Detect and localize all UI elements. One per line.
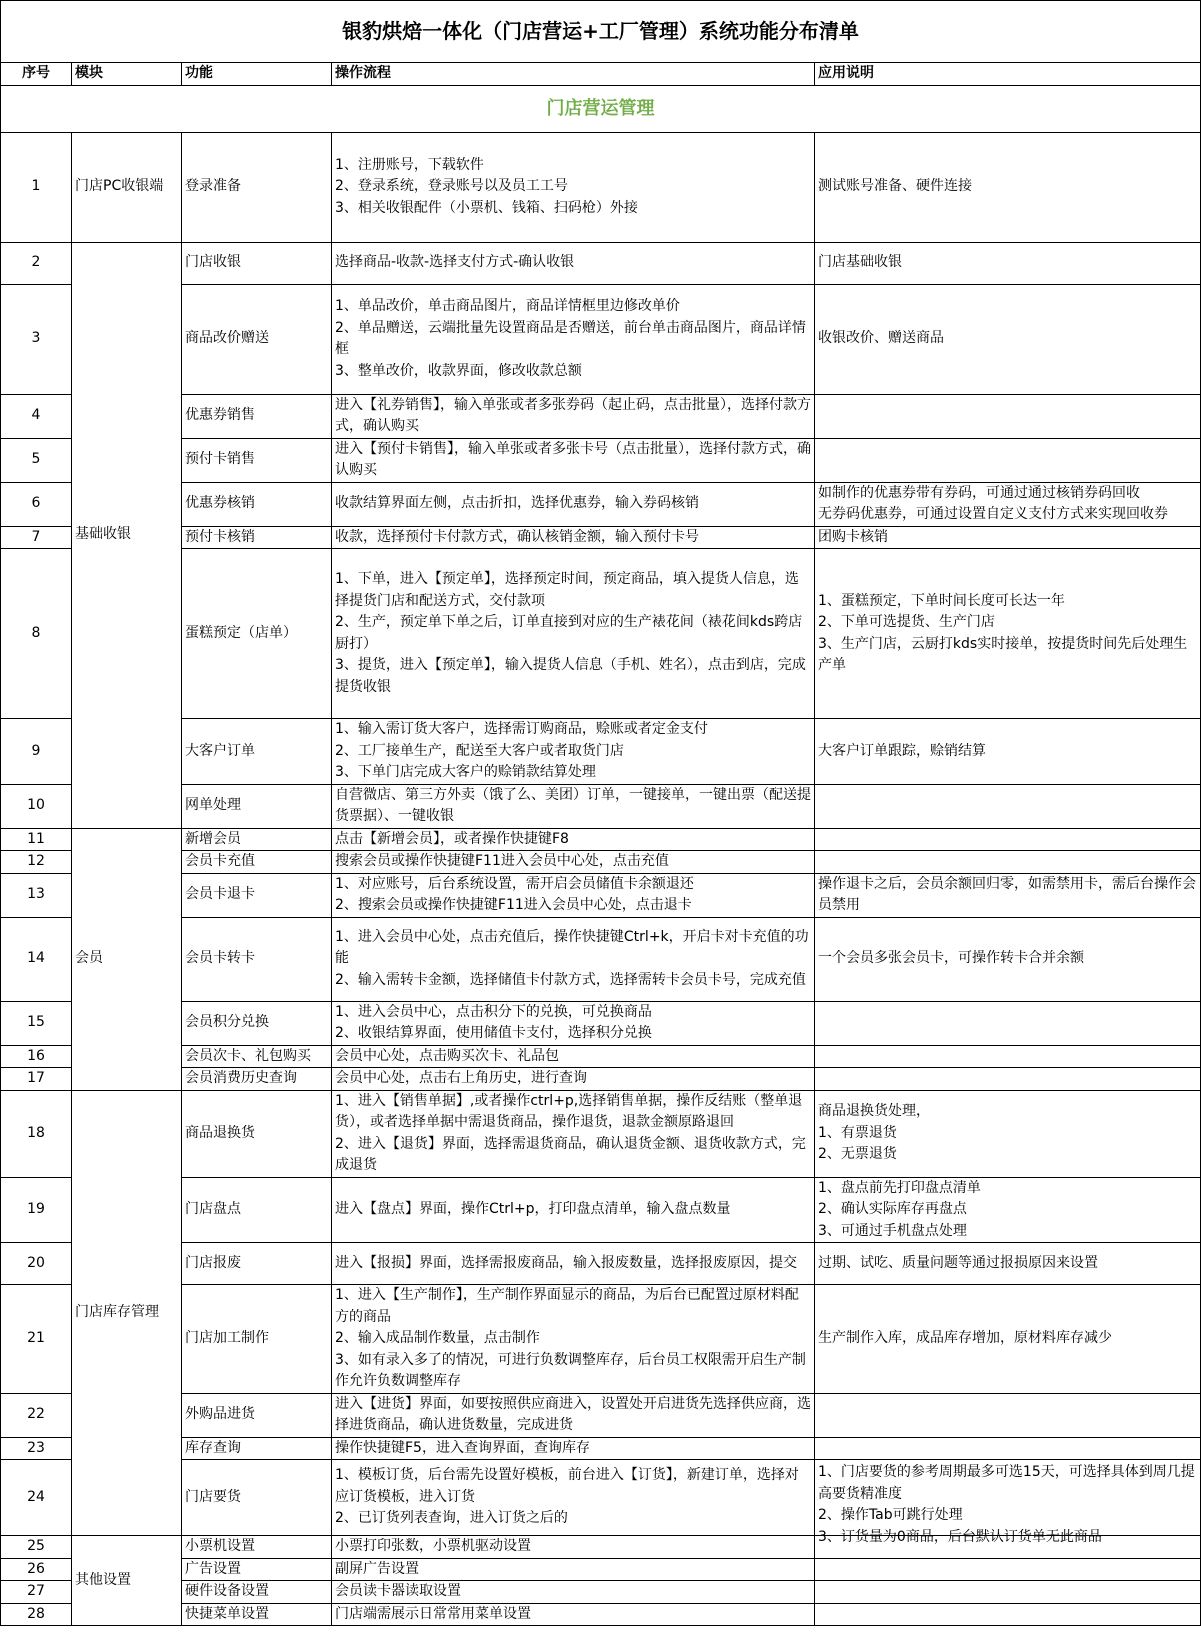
text-line: 进入【预付卡销售】，输入单张或者多张卡号（点击批量），选择付款方式，确认购买 (335, 440, 811, 478)
process-cell (332, 1581, 815, 1604)
text-line: 3、如有录入多了的情况，可进行负数调整库存，后台员工权限需开启生产制作允许负数调整库存 (335, 1351, 806, 1389)
text-line: 1、模板订货，后台需先设置好模板，前台进入【订货】，新建订单，选择对应订货模板，进入订货 (335, 1467, 799, 1505)
note-cell (815, 828, 1201, 851)
note-cell (815, 1001, 1201, 1045)
process-cell (332, 1243, 815, 1285)
row-number: 11 (1, 828, 72, 851)
text-line: 无券码优惠券，可通过设置自定义支付方式来实现回收券 (818, 506, 1168, 522)
text-line: 1、门店要货的参考周期最多可选15天，可选择具体到周几提高要货精准度 (818, 1464, 1195, 1502)
function-cell: 会员积分兑换 (182, 1001, 332, 1045)
row-number: 18 (1, 1090, 72, 1177)
text-line: 1、进入【销售单据】,或者操作ctrl+p,选择销售单据，操作反结账（整单退货），或者选择单据中需退货商品，操作退货，退款金额原路退回 (335, 1092, 803, 1130)
function-cell: 网单处理 (182, 784, 332, 828)
note-cell (815, 242, 1201, 284)
text-line: 过期、试吃、质量问题等通过报损原因来设置 (818, 1254, 1098, 1271)
text-line: 搜索会员或操作快捷键F11进入会员中心处，点击充值 (335, 853, 669, 869)
row-number: 2 (1, 242, 72, 284)
note-cell (815, 1177, 1201, 1243)
function-cell: 门店收银 (182, 242, 332, 284)
text-line: 2、已订货列表查询，进入订货之后的 (335, 1510, 568, 1527)
text-line: 生产制作入库，成品库存增加，原材料库存减少 (818, 1330, 1112, 1346)
row-number: 8 (1, 549, 72, 719)
header-function: 功能 (182, 63, 332, 86)
row-number: 13 (1, 873, 72, 917)
function-cell: 会员卡转卡 (182, 917, 332, 1001)
function-cell: 快捷菜单设置 (182, 1603, 332, 1626)
text-line: 点击【新增会员】，或者操作快捷键F8 (335, 830, 569, 847)
text-line: 1、下单，进入【预定单】，选择预定时间，预定商品，填入提货人信息，选择提货门店和配送方式，交付款项 (335, 571, 799, 609)
text-line: 商品退换货处理， (818, 1103, 930, 1120)
text-line: 2、输入成品制作数量，点击制作 (335, 1330, 540, 1346)
process-cell (332, 917, 815, 1001)
row-number: 26 (1, 1558, 72, 1581)
text-line: 会员读卡器读取设置 (335, 1583, 461, 1599)
note-cell (815, 1603, 1201, 1626)
text-line: 1、盘点前先打印盘点清单 (818, 1179, 981, 1196)
text-line: 3、生产门店，云厨打kds实时接单，按提货时间先后处理生产单 (818, 635, 1188, 673)
text-line: 如制作的优惠券带有券码，可通过通过核销券码回收 (818, 484, 1140, 501)
text-line: 3、提货，进入【预定单】，输入提货人信息（手机、姓名），点击到店，完成提货收银 (335, 657, 806, 695)
table-row (1, 1090, 1201, 1177)
note-overflow-wrap (818, 1462, 1197, 1548)
text-line: 2、下单可选提货、生产门店 (818, 614, 995, 630)
process-cell (332, 1460, 815, 1536)
module-cell: 其他设置 (72, 1536, 182, 1626)
note-cell (815, 1090, 1201, 1177)
module-cell: 基础收银 (72, 242, 182, 828)
text-line: 2、操作Tab可跳行处理 (818, 1507, 963, 1523)
row-number: 7 (1, 526, 72, 549)
section-title: 门店营运管理 (1, 85, 1201, 132)
text-line: 2、工厂接单生产，配送至大客户或者取货门店 (335, 742, 624, 759)
process-cell (332, 719, 815, 785)
text-line: 2、搜索会员或操作快捷键F11进入会员中心处，点击退卡 (335, 897, 692, 913)
note-cell (815, 1460, 1201, 1545)
row-number: 16 (1, 1045, 72, 1068)
row-number: 5 (1, 438, 72, 482)
process-cell (332, 132, 815, 242)
note-cell (815, 482, 1201, 526)
text-line: 收银改价、赠送商品 (818, 330, 944, 347)
row-number: 12 (1, 851, 72, 874)
note-cell (815, 526, 1201, 549)
function-cell: 新增会员 (182, 828, 332, 851)
text-line: 自营微店、第三方外卖（饿了么、美团）订单，一键接单，一键出票（配送提货票据）、一键收银 (335, 786, 811, 824)
text-line: 3、下单门店完成大客户的赊销款结算处理 (335, 764, 596, 780)
text-line: 副屏广告设置 (335, 1560, 419, 1577)
text-line: 收款，选择预付卡付款方式，确认核销金额，输入预付卡号 (335, 528, 699, 545)
text-line: 2、确认实际库存再盘点 (818, 1201, 967, 1217)
row-number: 23 (1, 1437, 72, 1460)
text-line: 3、相关收银配件（小票机、钱箱、扫码枪）外接 (335, 199, 638, 216)
text-line: 3、订货量为0商品，后台默认订货单无此商品 (818, 1528, 1102, 1545)
row-number: 9 (1, 719, 72, 785)
row-number: 20 (1, 1243, 72, 1285)
row-number: 22 (1, 1393, 72, 1437)
function-cell: 硬件设备设置 (182, 1581, 332, 1604)
note-cell (815, 132, 1201, 242)
text-line: 1、有票退货 (818, 1124, 897, 1141)
note-cell (815, 394, 1201, 438)
function-cell: 会员消费历史查询 (182, 1068, 332, 1091)
row-number: 17 (1, 1068, 72, 1091)
function-cell: 门店报废 (182, 1243, 332, 1285)
process-cell (332, 1068, 815, 1091)
process-cell (332, 1045, 815, 1068)
text-line: 门店基础收银 (818, 254, 902, 271)
process-cell (332, 851, 815, 874)
text-line: 操作快捷键F5，进入查询界面，查询库存 (335, 1439, 590, 1456)
table-row (1, 242, 1201, 284)
note-cell (815, 1581, 1201, 1604)
text-line: 进入【礼券销售】，输入单张或者多张券码（起止码，点击批量），选择付款方式，确认购买 (335, 396, 811, 434)
header-seq: 序号 (1, 63, 72, 86)
sheet-title: 银豹烘焙一体化（门店营运+工厂管理）系统功能分布清单 (1, 1, 1201, 63)
note-cell (815, 719, 1201, 785)
function-cell: 蛋糕预定（店单） (182, 549, 332, 719)
text-line: 1、进入会员中心处，点击充值后，操作快捷键Ctrl+k，开启卡对卡充值的功能 (335, 928, 809, 967)
row-number: 25 (1, 1536, 72, 1559)
text-line: 2、进入【退货】界面，选择需退货商品，确认退货金额、退货收款方式，完成退货 (335, 1135, 806, 1173)
process-cell (332, 1285, 815, 1394)
text-line: 2、输入需转卡金额，选择储值卡付款方式，选择需转卡会员卡号，完成充值 (335, 971, 806, 988)
text-line: 进入【进货】界面，如要按照供应商进入，设置处开启进货先选择供应商，选择进货商品，确认进货数量，完成进货 (335, 1395, 811, 1433)
process-cell (332, 394, 815, 438)
note-cell (815, 851, 1201, 874)
note-cell (815, 1243, 1201, 1285)
text-line: 操作退卡之后，会员余额回归零，如需禁用卡，需后台操作会员禁用 (818, 875, 1196, 913)
note-cell (815, 284, 1201, 394)
note-cell (815, 549, 1201, 719)
function-cell: 门店盘点 (182, 1177, 332, 1243)
text-line: 1、蛋糕预定，下单时间长度可长达一年 (818, 592, 1065, 609)
process-cell (332, 828, 815, 851)
text-line: 收款结算界面左侧，点击折扣，选择优惠券，输入券码核销 (335, 495, 699, 512)
process-cell (332, 482, 815, 526)
text-line: 1、对应账号，后台系统设置，需开启会员储值卡余额退还 (335, 875, 694, 892)
text-line: 3、整单改价，收款界面，修改收款总额 (335, 362, 582, 379)
function-cell: 广告设置 (182, 1558, 332, 1581)
process-cell (332, 1090, 815, 1177)
module-cell: 门店库存管理 (72, 1090, 182, 1536)
row-number: 24 (1, 1460, 72, 1536)
process-cell (332, 1536, 815, 1559)
text-line: 门店端需展示日常常用菜单设置 (335, 1605, 531, 1622)
row-number: 21 (1, 1285, 72, 1394)
function-cell: 商品改价赠送 (182, 284, 332, 394)
text-line: 进入【报损】界面，选择需报废商品，输入报废数量，选择报废原因，提交 (335, 1254, 797, 1271)
text-line: 1、进入会员中心，点击积分下的兑换，可兑换商品 (335, 1003, 652, 1020)
function-cell: 门店加工制作 (182, 1285, 332, 1394)
text-line: 2、生产，预定单下单之后，订单直接到对应的生产裱花间（裱花间kds跨店厨打） (335, 614, 803, 652)
text-line: 小票打印张数，小票机驱动设置 (335, 1538, 531, 1554)
note-cell (815, 1558, 1201, 1581)
function-cell: 库存查询 (182, 1437, 332, 1460)
text-line: 2、登录系统，登录账号以及员工工号 (335, 178, 568, 195)
process-cell (332, 526, 815, 549)
note-cell (815, 1285, 1201, 1394)
note-cell (815, 873, 1201, 917)
text-line: 选择商品-收款-选择支付方式-确认收银 (335, 254, 575, 271)
text-line: 1、输入需订货大客户，选择需订购商品，赊账或者定金支付 (335, 721, 708, 737)
function-cell: 预付卡核销 (182, 526, 332, 549)
function-cell: 优惠券销售 (182, 394, 332, 438)
text-line: 3、可通过手机盘点处理 (818, 1222, 967, 1239)
row-number: 28 (1, 1603, 72, 1626)
text-line: 2、无票退货 (818, 1146, 897, 1163)
function-cell: 优惠券核销 (182, 482, 332, 526)
header-process: 操作流程 (332, 63, 815, 86)
text-line: 会员中心处，点击购买次卡、礼品包 (335, 1047, 559, 1064)
table-row (1, 828, 1201, 851)
text-line: 团购卡核销 (818, 528, 888, 545)
row-number: 19 (1, 1177, 72, 1243)
process-cell (332, 873, 815, 917)
header-note: 应用说明 (815, 63, 1201, 86)
function-cell: 商品退换货 (182, 1090, 332, 1177)
text-line: 2、单品赠送，云端批量先设置商品是否赠送，前台单击商品图片，商品详情框 (335, 319, 806, 357)
row-number: 27 (1, 1581, 72, 1604)
row-number: 3 (1, 284, 72, 394)
table-row (1, 132, 1201, 242)
note-cell (815, 1393, 1201, 1437)
function-cell: 登录准备 (182, 132, 332, 242)
function-cell: 会员卡充值 (182, 851, 332, 874)
process-cell (332, 242, 815, 284)
row-number: 6 (1, 482, 72, 526)
note-cell (815, 1045, 1201, 1068)
process-cell (332, 1558, 815, 1581)
note-cell (815, 917, 1201, 1001)
module-cell: 会员 (72, 828, 182, 1090)
row-number: 15 (1, 1001, 72, 1045)
function-cell: 小票机设置 (182, 1536, 332, 1559)
text-line: 测试账号准备、硬件连接 (818, 178, 972, 195)
process-cell (332, 438, 815, 482)
function-cell: 门店要货 (182, 1460, 332, 1536)
process-cell (332, 784, 815, 828)
text-line: 2、收银结算界面，使用储值卡支付，选择积分兑换 (335, 1025, 652, 1041)
text-line: 大客户订单跟踪，赊销结算 (818, 742, 986, 759)
process-cell (332, 1437, 815, 1460)
process-cell (332, 284, 815, 394)
text-line: 一个会员多张会员卡，可操作转卡合并余额 (818, 950, 1084, 967)
text-line: 进入【盘点】界面，操作Ctrl+p，打印盘点清单，输入盘点数量 (335, 1201, 731, 1217)
row-number: 1 (1, 132, 72, 242)
row-number: 4 (1, 394, 72, 438)
process-cell (332, 1603, 815, 1626)
row-number: 14 (1, 917, 72, 1001)
process-cell (332, 1001, 815, 1045)
header-module: 模块 (72, 63, 182, 86)
function-cell: 大客户订单 (182, 719, 332, 785)
note-cell (815, 784, 1201, 828)
text-line: 1、进入【生产制作】，生产制作界面显示的商品，为后台已配置过原材料配方的商品 (335, 1287, 799, 1325)
row-number: 10 (1, 784, 72, 828)
function-cell: 外购品进货 (182, 1393, 332, 1437)
process-cell (332, 1177, 815, 1243)
text-line: 会员中心处，点击右上角历史，进行查询 (335, 1070, 587, 1086)
process-cell (332, 1393, 815, 1437)
text-line: 1、注册账号，下载软件 (335, 156, 484, 173)
module-cell: 门店PC收银端 (72, 132, 182, 242)
process-cell (332, 549, 815, 719)
function-cell: 会员卡退卡 (182, 873, 332, 917)
function-cell: 会员次卡、礼包购买 (182, 1045, 332, 1068)
note-cell (815, 1068, 1201, 1091)
note-cell (815, 438, 1201, 482)
text-line: 1、单品改价，单击商品图片，商品详情框里边修改单价 (335, 298, 680, 314)
function-cell: 预付卡销售 (182, 438, 332, 482)
note-cell (815, 1437, 1201, 1460)
